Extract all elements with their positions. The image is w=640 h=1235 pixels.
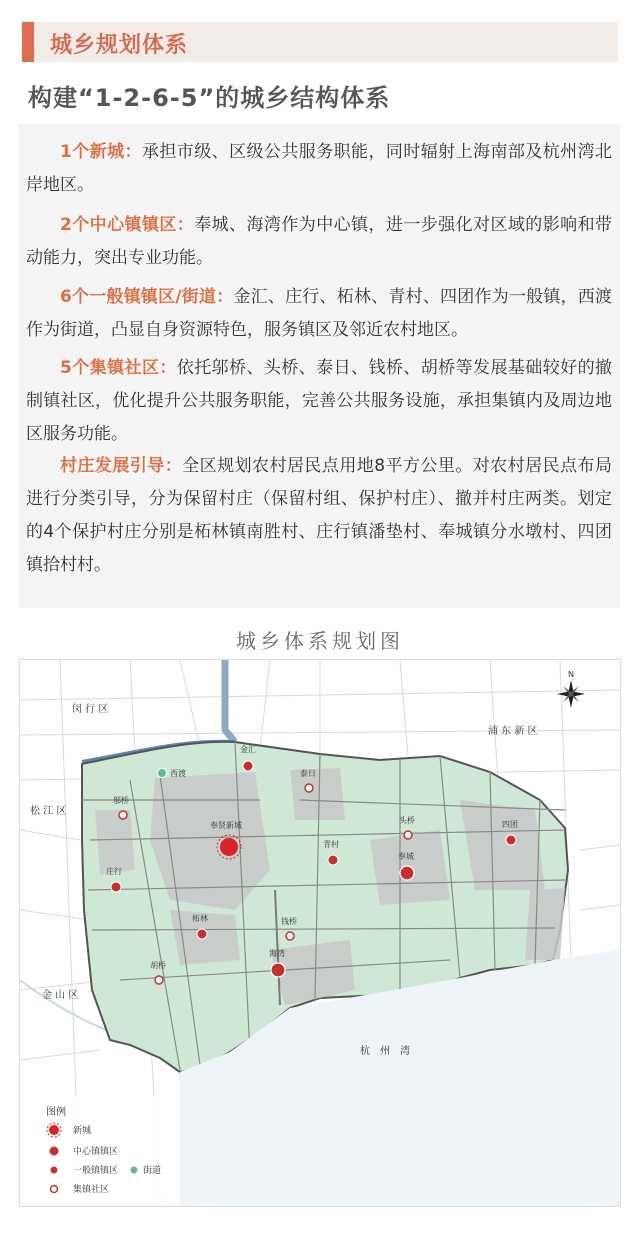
paragraph-text: 全区规划农村居民点用地8平方公里。对农村居民点布局进行分类引导，分为保留村庄（保留村组、保护村庄）、撤并村庄两类。划定的4个保护村庄分别是柘林镇南胜村、庄行镇潘垫村、奉城镇分水墩村、四团镇拾村村。 [26,456,612,575]
paragraph-general-towns [26,281,612,347]
label-hangzhou-bay: 杭 州 湾 [360,1046,410,1057]
page-subtitle: 构建“1-2-6-5”的城乡结构体系 [28,84,391,112]
label-haiwan: 海湾 [269,949,285,958]
map-title: 城乡体系规划图 [236,629,404,653]
label-situan: 四团 [502,820,518,829]
label-qingcun: 青村 [323,840,339,849]
paragraph-label: 1个新城： [60,142,142,162]
paragraph-label: 村庄发展引导： [60,456,183,476]
legend-label: 新城 [73,1126,92,1136]
label-qianqiao: 钱桥 [281,917,297,926]
label-wuqiao: 邬桥 [113,796,129,805]
label-xidu: 西渡 [170,769,186,778]
label-fengcheng: 奉城 [398,852,414,861]
description-box [18,124,620,608]
section-header-accent-bar [22,22,34,62]
paragraph-central-towns [26,209,612,275]
huangpu-river-north [225,660,235,742]
label-minhang: 闵 行 区 [72,704,109,715]
label-new-city: 奉贤新城 [210,821,242,830]
paragraph-text: 承担市级、区级公共服务职能，同时辐射上海南部及杭州湾北岸地区。 [26,142,612,195]
label-zhelin: 柘林 [192,914,208,923]
label-pudong: 浦 东 新 区 [488,726,538,737]
paragraph-text: 奉城、海湾作为中心镇，进一步强化对区域的影响和带动能力，突出专业功能。 [26,215,612,268]
paragraph-text: 金汇、庄行、柘林、青村、四团作为一般镇，西渡作为街道，凸显自身资源特色，服务镇区及邻近农村地区。 [26,287,612,340]
paragraph-market-towns [26,352,612,451]
section-header [22,22,618,62]
paragraph-label: 2个中心镇镇区： [60,215,195,235]
paragraph-villages [26,450,612,582]
label-jinhui: 金汇 [240,745,256,754]
label-tairi: 泰日 [300,769,316,778]
map-legend [20,1096,161,1206]
legend-label: 中心镇镇区 [73,1147,119,1157]
legend-label: 集镇社区 [73,1185,110,1195]
subdistrict-xidu [158,768,187,778]
legend-label: 一般镇镇区 [73,1166,119,1176]
paragraph-label: 5个集镇社区： [60,358,177,378]
paragraph-label: 6个一般镇镇区/街道： [60,287,234,307]
legend-label: 街道 [143,1166,162,1176]
label-huqiao: 胡桥 [150,961,166,970]
planning-map [19,659,621,1207]
label-touqiao: 头桥 [399,816,415,825]
north-label: N [568,670,574,679]
paragraph-text: 依托邬桥、头桥、泰日、钱桥、胡桥等发展基础较好的撤制镇社区，优化提升公共服务职能，完善公共服务设施，承担集镇内及周边地区服务功能。 [26,358,612,444]
section-title: 城乡规划体系 [50,33,189,58]
map-canvas [20,660,620,1206]
paragraph-new-city [26,136,612,202]
label-zhuanghang: 庄行 [106,867,122,876]
label-jinshan: 金 山 区 [42,990,79,1001]
label-songjiang: 松 江 区 [30,806,67,817]
legend-title: 图例 [46,1107,66,1118]
